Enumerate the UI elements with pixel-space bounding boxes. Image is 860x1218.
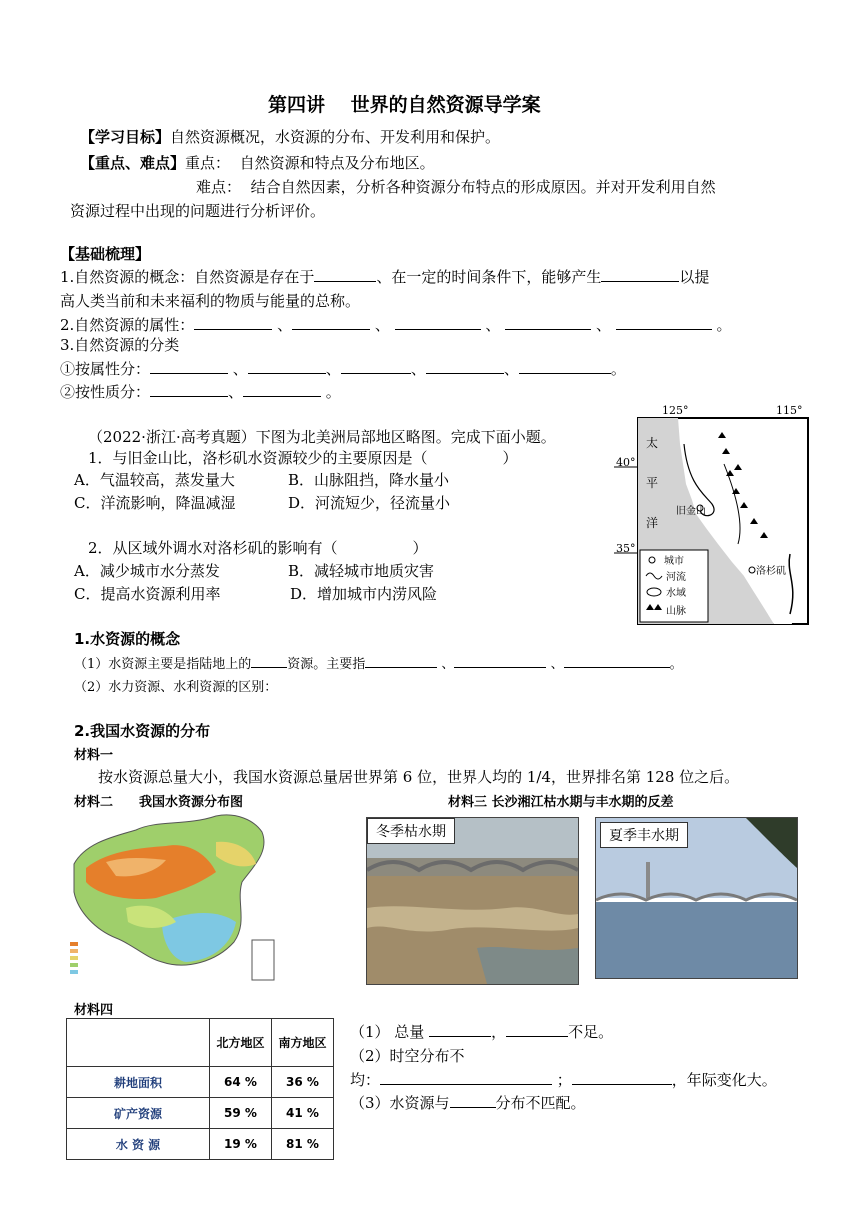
table-header-row (67, 1019, 334, 1067)
difficulty (196, 176, 716, 197)
objective-label: 【学习目标】 (80, 128, 171, 146)
lon-label-125: 125° (662, 404, 689, 417)
blank[interactable] (341, 359, 411, 374)
exam-q1: 1．与旧金山比，洛杉矶水资源较少的主要原因是（ ） (88, 449, 518, 467)
blank[interactable] (365, 655, 437, 668)
exam-intro: （2022·浙江·高考真题）下图为北美洲局部地区略图。完成下面小题。 (88, 428, 556, 446)
blank[interactable] (248, 359, 326, 374)
answer-2-cont: 均： ； ，年际变化大。 (350, 1071, 777, 1089)
table-cell: 59 % (210, 1098, 272, 1129)
table-row (67, 1129, 334, 1160)
material-1-label: 材料一 (74, 748, 114, 763)
exam-q2-option-d: D．增加城市内涝风险 (290, 585, 438, 603)
table-row (67, 1067, 334, 1098)
table-header-cell: 北方地区 (210, 1019, 272, 1067)
table-row-header: 耕地面积 (67, 1067, 210, 1098)
table-cell: 36 % (272, 1067, 334, 1098)
diff-text-1: 结合自然因素，分析各种资源分布特点的形成原因。并对开发利用自然 (250, 178, 716, 196)
answer-2: （2）时空分布不 (350, 1047, 465, 1065)
basics-item-2: 2.自然资源的属性： 、 、 、 、 。 (60, 316, 732, 334)
objective-text: 自然资源概况，水资源的分布、开发利用和保护。 (170, 128, 501, 146)
ocean-char-2: 平 (646, 476, 659, 490)
blank[interactable] (601, 267, 679, 282)
learning-objective (80, 126, 500, 147)
blank[interactable] (564, 655, 670, 668)
basics-item-3-1: ①按属性分： 、 、 、 、 。 (60, 360, 626, 378)
exam-q2-option-c: C．提高水资源利用率 (74, 585, 221, 603)
lat-label-40: 40° (616, 456, 636, 469)
basics-item-3: 3.自然资源的分类 (60, 336, 180, 354)
china-water-map (66, 812, 276, 984)
winter-dry-season-photo (366, 817, 579, 985)
blank[interactable] (506, 1022, 568, 1037)
blank[interactable] (450, 1093, 496, 1108)
exam-q1-option-b: B．山脉阻挡，降水量小 (288, 471, 450, 489)
legend-mountain: 山脉 (666, 606, 686, 617)
blank[interactable] (150, 382, 228, 397)
blank[interactable] (243, 382, 321, 397)
basics-heading: 【基础梳理】 (60, 245, 151, 263)
los-angeles-label: 洛杉矶 (756, 566, 786, 577)
answer-1: （1） 总量 ， 不足。 (350, 1023, 614, 1041)
exam-q1-option-a: A．气温较高，蒸发量大 (74, 471, 235, 489)
exam-q2-option-b: B．减轻城市地质灾害 (288, 562, 435, 580)
blank[interactable] (251, 655, 287, 668)
diff-label: 难点： (196, 178, 242, 196)
blank[interactable] (314, 267, 376, 282)
blank[interactable] (429, 1022, 491, 1037)
exam-q2-option-a: A．减少城市水分蒸发 (74, 562, 220, 580)
water-concept-heading: 1.水资源的概念 (74, 630, 181, 648)
water-concept-q2: （2）水力资源、水利资源的区别： (74, 680, 278, 695)
table-cell: 64 % (210, 1067, 272, 1098)
material-4-label: 材料四 (74, 1003, 114, 1018)
legend-river: 河流 (666, 572, 686, 583)
page-title: 第四讲 世界的自然资源导学案 (268, 94, 541, 116)
basics-item-1-cont: 高人类当前和未来福利的物质与能量的总称。 (60, 292, 361, 310)
ocean-char-3: 洋 (646, 516, 659, 530)
exam-q2: 2．从区域外调水对洛杉矶的影响有（ ） (88, 539, 428, 557)
blank[interactable] (150, 359, 228, 374)
blank[interactable] (572, 1070, 672, 1085)
lon-label-115: 115° (776, 404, 803, 417)
blank[interactable] (505, 315, 591, 330)
key-label: 重点： (185, 154, 231, 172)
exam-q1-option-c: C．洋流影响，降温减湿 (74, 494, 236, 512)
ocean-char-1: 太 (646, 436, 659, 450)
summer-caption: 夏季丰水期 (600, 822, 688, 848)
summer-flood-season-photo (595, 817, 798, 979)
key-points-label: 【重点、难点】 (80, 154, 186, 172)
legend-city: 城市 (664, 556, 684, 567)
key-points (80, 152, 435, 173)
blank[interactable] (519, 359, 611, 374)
exam-q1-option-d: D．河流短少，径流量小 (288, 494, 451, 512)
basics-item-3-2: ②按性质分： 、 。 (60, 383, 341, 401)
blank[interactable] (380, 1070, 552, 1085)
table-row-header: 水 资 源 (67, 1129, 210, 1160)
material-1-text: 按水资源总量大小，我国水资源总量居世界第 6 位，世界人均的 1/4，世界排名第 128 位之后。 (98, 768, 740, 786)
san-francisco-label: 旧金山 (676, 506, 706, 517)
material-2-label: 材料二 我国水资源分布图 (74, 795, 244, 810)
diff-text-2: 资源过程中出现的问题进行分析评价。 (70, 202, 326, 220)
lat-label-35: 35° (616, 542, 636, 555)
table-row-header: 矿产资源 (67, 1098, 210, 1129)
blank[interactable] (292, 315, 370, 330)
material-3-label: 材料三 长沙湘江枯水期与丰水期的反差 (448, 795, 674, 810)
table-header-cell: 南方地区 (272, 1019, 334, 1067)
resource-distribution-table (66, 1018, 334, 1160)
water-concept-q1: （1）水资源主要是指陆地上的 资源。主要指 、 、 。 (74, 657, 683, 672)
distribution-heading: 2.我国水资源的分布 (74, 722, 211, 740)
table-cell: 41 % (272, 1098, 334, 1129)
table-cell: 81 % (272, 1129, 334, 1160)
table-row (67, 1098, 334, 1129)
north-america-map (614, 404, 810, 626)
blank[interactable] (616, 315, 712, 330)
table-cell: 19 % (210, 1129, 272, 1160)
table-header-cell (67, 1019, 210, 1067)
blank[interactable] (454, 655, 546, 668)
blank[interactable] (194, 315, 272, 330)
blank[interactable] (426, 359, 504, 374)
key-text: 自然资源和特点及分布地区。 (239, 154, 435, 172)
answer-3: （3）水资源与 分布不匹配。 (350, 1094, 586, 1112)
winter-caption: 冬季枯水期 (367, 818, 455, 844)
blank[interactable] (395, 315, 481, 330)
basics-item-1: 1.自然资源的概念：自然资源是存在于 、在一定的时间条件下，能够产生 以提 (60, 268, 710, 286)
legend-water: 水域 (666, 588, 686, 599)
